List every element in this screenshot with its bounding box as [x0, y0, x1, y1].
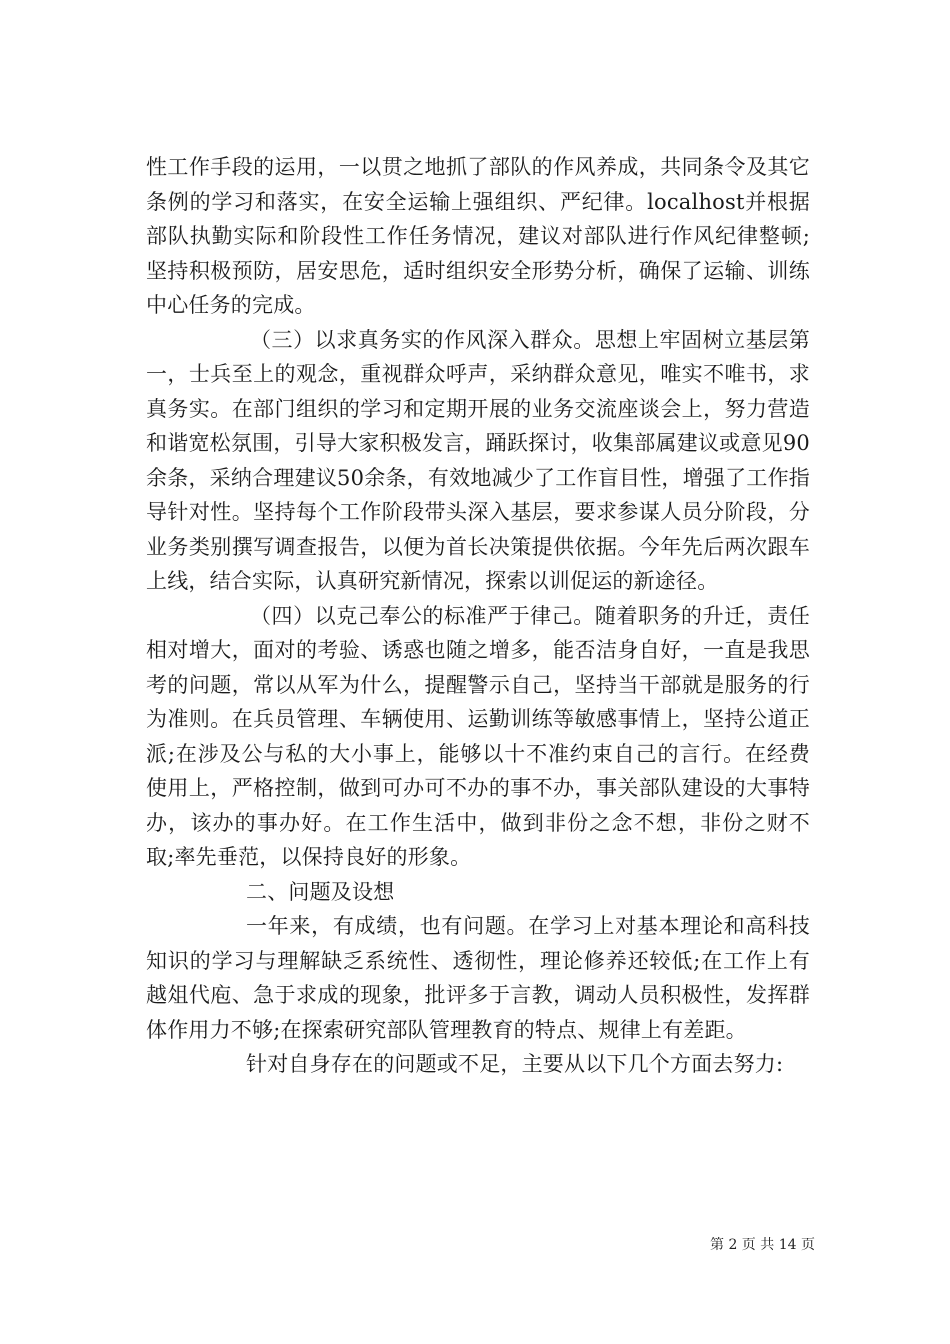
paragraph-problems: 一年来，有成绩，也有问题。在学习上对基本理论和高科技知识的学习与理解缺乏系统性、透彻性，理论修养还较低;在工作上有越俎代庖、急于求成的现象，批评多于言教，调动人员积极性，发挥群体作用力不够;在探索研究部队管理教育的特点、规律上有差距。 [146, 914, 810, 1042]
heading-problems: 二、问题及设想 [246, 879, 395, 904]
paragraph-section-four: （四）以克己奉公的标准严于律己。随着职务的升迁，责任相对增大，面对的考验、诱惑也随之增多，能否洁身自好，一直是我思考的问题，常以从军为什么，提醒警示自己，坚持当干部就是服务的行为准则。在兵员管理、车辆使用、运勤训练等敏感事情上，坚持公道正派;在涉及公与私的大小事上，能够以十不准约束自己的言行。在经费使用上，严格控制，做到可办可不办的事不办，事关部队建设的大事特办，该办的事办好。在工作生活中，做到非份之念不想，非份之财不取;率先垂范，以保持良好的形象。 [146, 603, 810, 869]
paragraph-section-three: （三）以求真务实的作风深入群众。思想上牢固树立基层第一，士兵至上的观念，重视群众呼声，采纳群众意见，唯实不唯书，求真务实。在部门组织的学习和定期开展的业务交流座谈会上，努力营造和谐宽松氛围，引导大家积极发言，踊跃探讨，收集部属建议或意见90余条，采纳合理建议50余条，有效地减少了工作盲目性，增强了工作指导针对性。坚持每个工作阶段带头深入基层，要求参谋人员分阶段，分业务类别撰写调查报告，以便为首长决策提供依据。今年先后两次跟车上线，结合实际，认真研究新情况，探索以训促运的新途径。 [146, 327, 810, 593]
document-body [146, 150, 810, 1082]
page-number: 第 2 页 共 14 页 [710, 1237, 815, 1253]
paragraph-improvements: 针对自身存在的问题或不足，主要从以下几个方面去努力: [246, 1052, 784, 1076]
paragraph-continuation: 性工作手段的运用，一以贯之地抓了部队的作风养成，共同条令及其它条例的学习和落实，在安全运输上强组织、严纪律。localhost并根据部队执勤实际和阶段性工作任务情况，建议对部队进行作风纪律整顿;坚持积极预防，居安思危，适时组织安全形势分析，确保了运输、训练中心任务的完成。 [146, 155, 810, 317]
